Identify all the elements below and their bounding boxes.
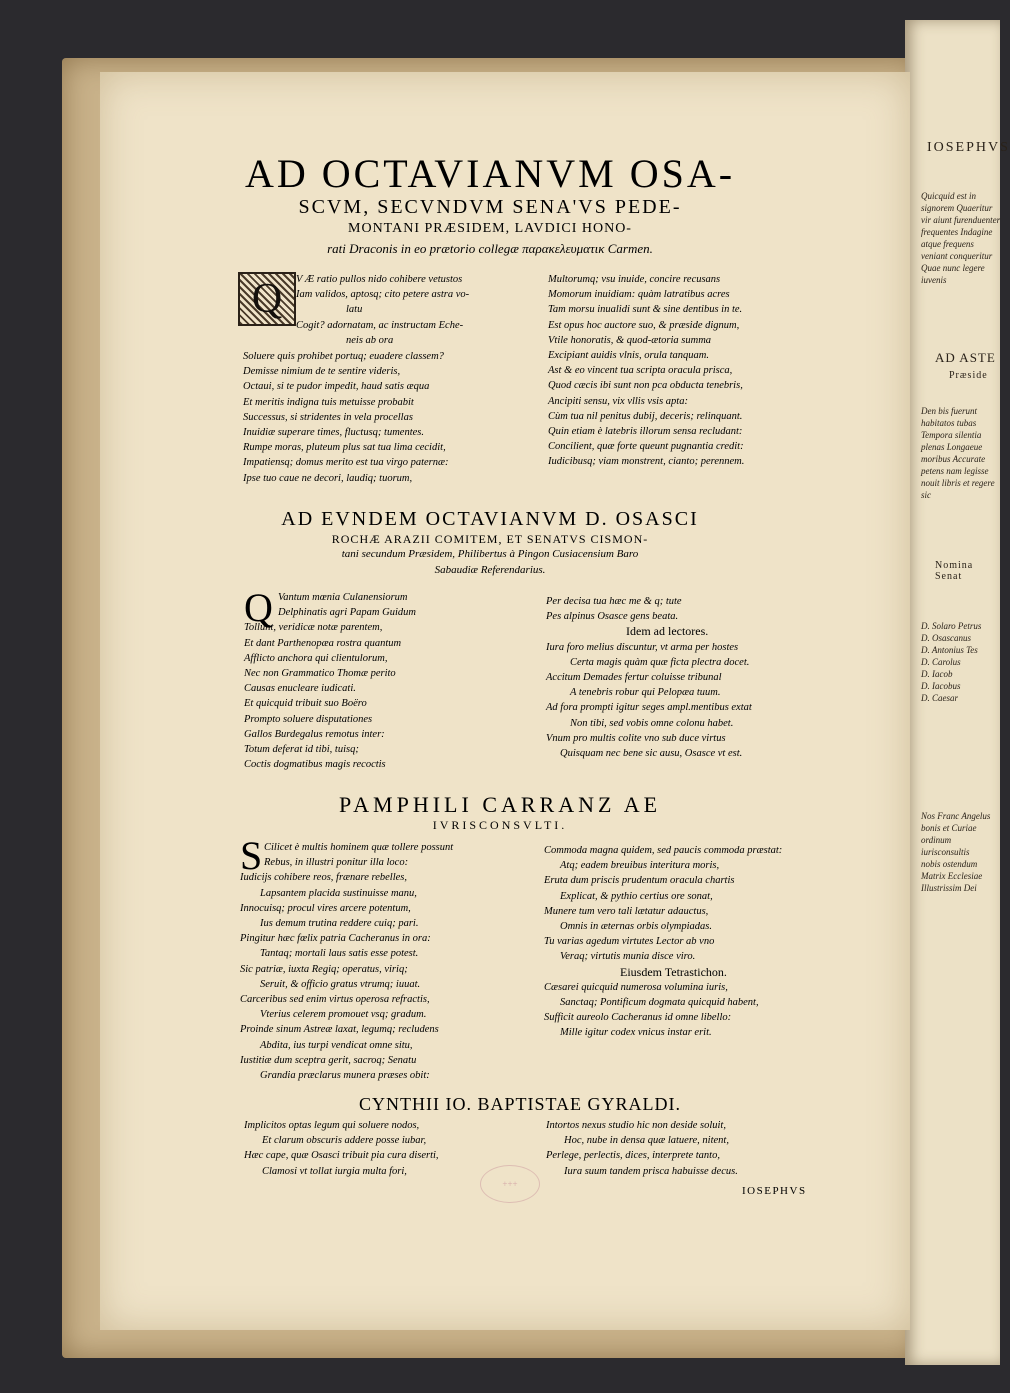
- facing-page: [905, 20, 1010, 1365]
- book-page: [100, 72, 910, 1330]
- ornamental-dropcap: Q: [238, 272, 296, 326]
- poem1-left-column: Soluere quis prohibet portuq; euadere classem? Demisse nimium de te sentire videris, Octaui, si te pudor impedit, haud satis æqua Et meritis indigna tuis metuisse probabit Successus, si stridentes in vela procellas Inuidiæ superare times, fluctusq; tumentes. Rumpe moras, pluteum plus sat tua lima cecidit, Impatiensq; domus merito est tua virgo paternæ: Ipse tuo caue ne decori, laudiq; tuorum,: [243, 351, 449, 484]
- section4-left-column: Implicitos optas legum qui soluere nodos, Et clarum obscuris addere posse iubar, Hæc cape, quæ Osasci tribuit pia cura diserti, Clamosi vt tollat iurgia multa fori,: [244, 1120, 439, 1177]
- section2-left-column: Vantum mœnia Culanensiorum Delphinatis agri Papam Guidum Tollunt, veridicæ notæ parentem, Et dant Parthenopæa rostra quantum Afflicto anchora qui clientulorum, Nec non Grammatico Thomæ perito Causas enucleare iudicati. Et quicquid tribuit suo Boëro Prompto soluere disputationes Gallos Burdegalus remotus inter: Totum deferat id tibi, tuisq; Coctis dogmatibus magis recoctis: [244, 592, 416, 771]
- section3-heading: PAMPHILI CARRANZ AE: [338, 792, 662, 817]
- section2-dropcap: Q: [244, 585, 273, 630]
- facing-text-block-3: Nos Franc Angelus bonis et Curiae ordinum iurisconsultis nobis ostendum Matrix Ecclesiae Illustrissim Dei: [921, 811, 991, 893]
- section3-tetrastichon-heading: Eiusdem Tetrastichon.: [620, 964, 727, 979]
- section4-right-column: Intortos nexus studio hic non deside soluit, Hoc, nube in densa quæ latuere, nitent, Perlege, perlectis, dices, interprete tanto, Iura suum tandem prisca habuisse decus.: [546, 1120, 738, 1177]
- section2-right-column: Per decisa tua hæc me & q; tute Pes alpinus Osasce gens beata. Idem ad lectores. Iura foro melius discuntur, vt arma per hostes Certa magis quàm quæ ficta plectra docet. Accitum Demades fertur coluisse tribunal A tenebris robur qui Pelopæa tuum. Ad fora prompti igitur seges ampl.mentibus extat Non tibi, sed vobis omne colonu habet. Vnum pro multis colite vno sub duce virtus Quisquam nec bene sic ausu, Osasce vt est.: [546, 596, 752, 760]
- poem1-right-column: Multorumq; vsu inuide, concire recusans Momorum inuidiam: quàm latratibus acres Tam morsu inualidi sunt & sine dentibus in te. Est opus hoc auctore suo, & præside dignum, Vtile honoratis, & quod-ætoria summa Excipiant auidis vlnis, orula tanquam. Ast & eo vincent tua scripta oracula prisca, Quod cæcis ibi sunt non pca obducta tenebris, Ancipiti sensu, vix vllis vsis apta: Cùm tua nil penitus dubij, deceris; relinquant. Quin etiam è latebris illorum sensa recludant: Concilient, quæ forte queunt pugnantia credit: Iudicibusq; viam monstrent, cianto; perennem.: [548, 274, 745, 468]
- facing-text-block: Quicquid est in signorem Quaeritur vir aiunt furenduenter frequentes Indagine atque frequens veniant conqueritur Quae nunc legere iuvenis: [921, 191, 1001, 285]
- section3-left-column: Cilicet è multis hominem quæ tollere possunt Rebus, in illustri ponitur illa loco: Iudicijs cohibere reos, frænare rebelles, Lapsantem placida sustinuisse manu, Innocuisq; procul vires arcere potentum, Ius demum trutina reddere cuiq; pari. Pingitur hæc fœlix patria Cacheranus in ora: Tantaq; mortali laus satis esse potest. Sic patriæ, iuxta Regiq; operatus, viriq; Seruit, & officio gratus vtrumq; iuuat. Carceribus sed enim virtus operosa refractis, Vterius celerem promouet vsq; gradum. Proinde sinum Astreæ laxat, legumq; recludens Abdita, ius turpi vendicat omne situ, Iustitiæ dum sceptra gerit, sacroq; Senatu Grandia præclarus munera præses obit:: [240, 842, 454, 1082]
- section3-subheading: IVRISCONSVLTI.: [432, 818, 568, 832]
- library-stamp: +++: [480, 1165, 540, 1203]
- facing-names-list: D. Solaro Petrus D. Osascanus D. Antonius Tes D. Carolus D. Iacob D. Iacobus D. Caesar: [921, 621, 982, 703]
- catchword: IOSEPHVS: [742, 1185, 807, 1197]
- section2-subheading: ROCHÆ ARAZII COMITEM, ET SENATVS CISMON-: [331, 532, 649, 546]
- facing-names-label: Nomina Senat: [935, 560, 974, 582]
- page-title-line-4: rati Draconis in eo prætorio collegæ παρακελευματικ Carmen.: [327, 241, 653, 256]
- facing-text-block-2: Den bis fuerunt habitatos tubas Tempora silentia plenas Longaeue moribus Accurate petens nam legisse nouit libris et regere sic: [921, 406, 995, 500]
- facing-subheading: Præside: [949, 370, 988, 381]
- page-title-line-2: SCVM, SECVNDVM SENA'VS PEDE-: [298, 196, 682, 218]
- section2-heading: AD EVNDEM OCTAVIANVM D. OSASCI: [281, 508, 699, 530]
- facing-running-head: IOSEPHVS: [927, 140, 1010, 155]
- page-title-line-1: AD OCTAVIANVM OSA-: [244, 151, 736, 196]
- poem1-left-column-top: V Æ ratio pullos nido cohibere vetustos Iam validos, aptosq; cito petere astra vo- latu Cogit? adornatam, ac instructam Eche- neis ab ora: [296, 274, 470, 346]
- section4-heading: CYNTHII IO. BAPTISTAE GYRALDI.: [358, 1094, 682, 1114]
- section2-dedication: tani secundum Præsidem, Philibertus à Pingon Cusiacensium Baro: [341, 548, 639, 560]
- section3-right-column: Commoda magna quidem, sed paucis commoda præstat: Atq; eadem breuibus interitura moris, Eruta dum priscis prudentum oracula chartis Explicat, & pythio certius ore sonat, Munere tum vero tali lætatur adauctus, Omnis in æternas orbis olympiadas. Tu varias agedum virtutes Lector ab vno Veraq; virtutis munia disce viro. Eiusdem Tetrastichon. Cæsarei quicquid numerosa volumina iuris, Sanctaq; Pontificum dogmata quicquid habent, Sufficit aureolo Cacheranus id omne libello: Mille igitur codex vnicus instar erit.: [544, 845, 783, 1039]
- section2-subheading-lectores: Idem ad lectores.: [626, 624, 709, 639]
- page-title-line-3: MONTANI PRÆSIDEM, LAVDICI HONO-: [348, 221, 632, 236]
- section3-dropcap: S: [240, 833, 263, 878]
- section2-dedication-2: Sabaudiæ Referendarius.: [434, 564, 546, 576]
- facing-heading: AD ASTE: [935, 350, 996, 365]
